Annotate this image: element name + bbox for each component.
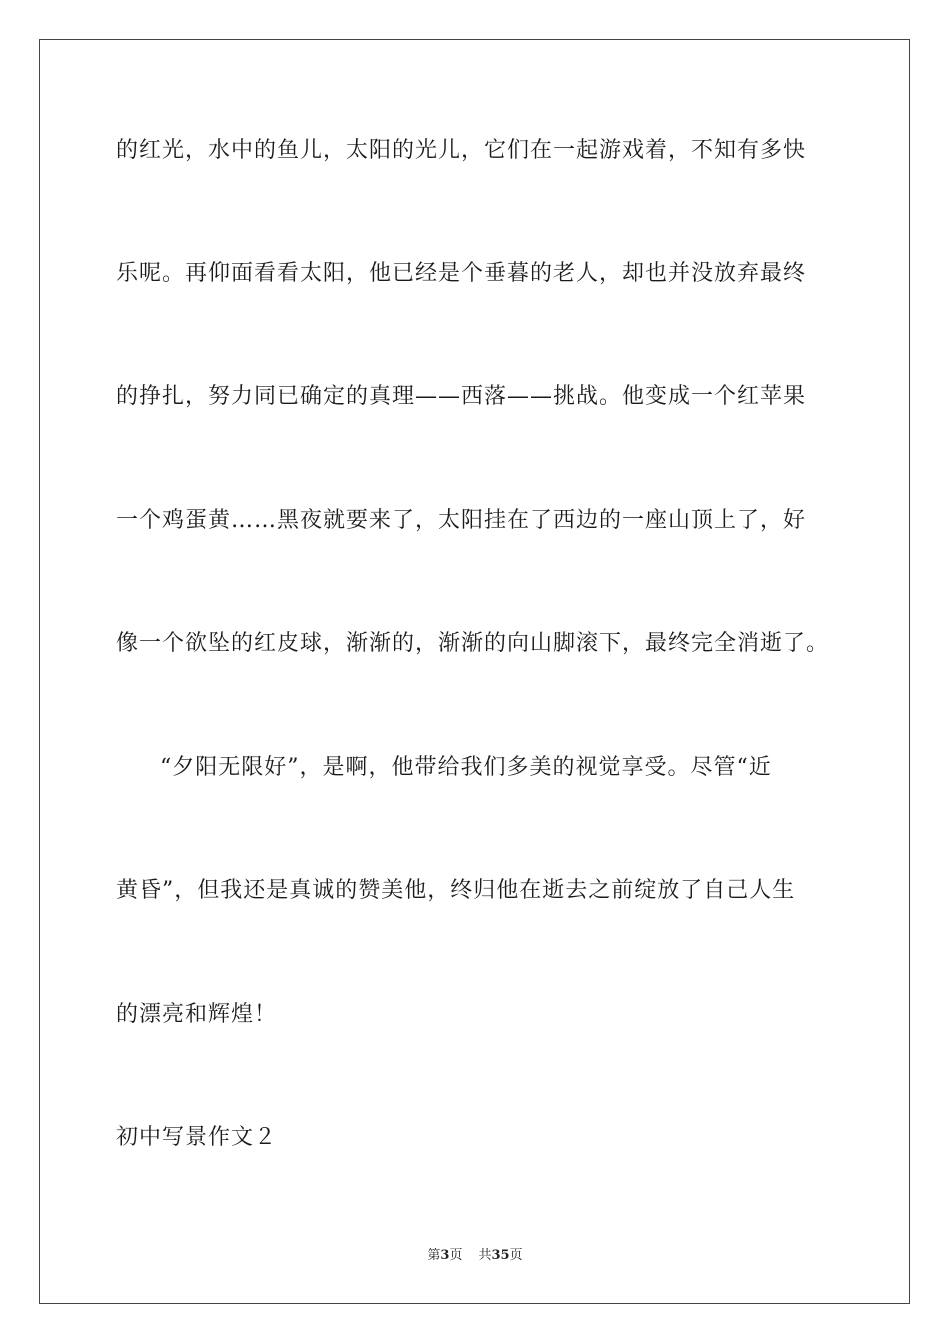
paragraph-line-2: 乐呢。再仰面看看太阳，他已经是个垂暮的老人，却也并没放弃最终 — [116, 261, 807, 286]
footer-total-suffix: 页 — [509, 1248, 523, 1263]
footer-total-pages: 35 — [491, 1248, 510, 1263]
paragraph-line-3: 的挣扎，努力同已确定的真理——西落——挑战。他变成一个红苹果 — [116, 384, 807, 409]
paragraph-line-6: “夕阳无限好”，是啊，他带给我们多美的视觉享受。尽管“近 — [160, 755, 772, 780]
footer-page-prefix: 第 — [427, 1248, 441, 1263]
footer-page-number: 3 — [440, 1248, 450, 1263]
paragraph-line-7: 黄昏”，但我还是真诚的赞美他，终归他在逝去之前绽放了自己人生 — [116, 878, 796, 903]
footer-page-suffix: 页 — [449, 1248, 463, 1263]
paragraph-line-8: 的漂亮和辉煌！ — [116, 1002, 278, 1027]
section-heading: 初中写景作文２ — [116, 1125, 278, 1150]
paragraph-line-1: 的红光，水中的鱼儿，太阳的光儿，它们在一起游戏着，不知有多快 — [116, 138, 807, 163]
page-border — [39, 39, 910, 1304]
footer-total-prefix: 共 — [478, 1248, 492, 1263]
paragraph-line-4: 一个鸡蛋黄……黑夜就要来了，太阳挂在了西边的一座山顶上了，好 — [116, 508, 807, 533]
paragraph-line-5: 像一个欲坠的红皮球，渐渐的，渐渐的向山脚滚下，最终完全消逝了。 — [116, 631, 830, 656]
page-footer — [0, 1247, 950, 1265]
